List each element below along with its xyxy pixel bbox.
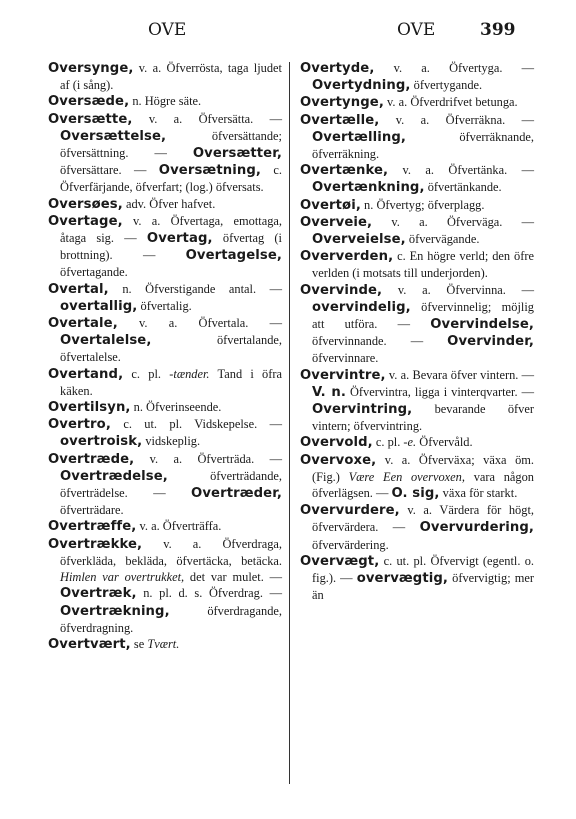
- headword: Overtræk,: [60, 586, 137, 602]
- definition-text: v. a. Öfversätta. —: [132, 111, 282, 126]
- headword: Overvægt,: [300, 553, 380, 569]
- definition-text: c. Öfverfärjande, öfverfart; (log.) öfversats.: [60, 163, 282, 195]
- headword: Overtøi,: [300, 197, 361, 213]
- headword: Overtag,: [146, 231, 213, 247]
- dictionary-entry: [48, 416, 282, 450]
- definition-text: v. a. Öfvertaga, emottaga, åtaga sig. —: [60, 213, 282, 246]
- dictionary-entry: [300, 94, 534, 111]
- dictionary-entry: [300, 367, 534, 435]
- dictionary-entry: [300, 434, 534, 451]
- definition-text: öfvervinnare.: [312, 351, 379, 366]
- definition-text: v. a. Öfvervinna. —: [382, 282, 534, 297]
- headword: Overtvært,: [48, 636, 131, 652]
- dictionary-entry: [300, 248, 534, 281]
- headword: Overtilsyn,: [48, 400, 131, 416]
- definition-text: öfvervägande.: [405, 232, 480, 247]
- definition-text: n. Högre säte.: [129, 94, 202, 109]
- dictionary-entry: [300, 112, 534, 163]
- headword: Overtage,: [48, 213, 123, 229]
- definition-text: öfverräknande, öfverräkning.: [312, 129, 534, 162]
- definition-text: n. Öfverstigande antal. —: [108, 281, 282, 296]
- italic-text: -e.: [403, 435, 417, 450]
- dictionary-entry: [300, 553, 534, 604]
- headword: Overvintre,: [300, 367, 386, 383]
- definition-text: öfverträdare.: [60, 503, 124, 518]
- definition-text: öfvertänkande.: [424, 180, 502, 195]
- definition-text: n. Öfverinseende.: [130, 400, 222, 415]
- headword: Oversæde,: [48, 94, 130, 110]
- headword: Overtynge,: [300, 95, 384, 111]
- definition-text: se: [130, 636, 148, 651]
- definition-text: det var mulet. —: [184, 570, 282, 585]
- definition-text: öfverdragande, öfverdragning.: [60, 603, 282, 635]
- dictionary-entry: [48, 111, 282, 196]
- definition-text: n. Öfvertyg; öfverplagg.: [360, 197, 485, 212]
- headword: Oversøes,: [48, 196, 123, 212]
- definition-text: v. a. Öfverräkna. —: [379, 112, 534, 127]
- definition-text: öfvertalig.: [137, 298, 192, 313]
- definition-text: c. pl.: [372, 435, 404, 450]
- dictionary-entry: [48, 60, 282, 93]
- headword: Oversætning,: [158, 163, 261, 179]
- dictionary-entry: [300, 197, 534, 214]
- page-header: [0, 20, 576, 44]
- definition-text: bevarande öfver vintern; öfvervintring.: [312, 402, 534, 434]
- headword: Overvold,: [300, 435, 373, 451]
- dictionary-entry: [300, 214, 534, 248]
- italic-text: Være Een overvoxen,: [348, 469, 465, 484]
- headword: Overvurdere,: [300, 503, 400, 519]
- definition-text: adv. Öfver hafvet.: [122, 196, 216, 211]
- definition-text: öfvervinnande. —: [312, 334, 448, 349]
- running-head-right: OVE: [397, 20, 436, 40]
- headword: Overtræffe,: [48, 519, 137, 535]
- definition-text: Tand i öfra käken.: [60, 366, 282, 398]
- headword: Overtrækning,: [60, 603, 170, 619]
- dictionary-entry: [48, 399, 282, 416]
- definition-text: c. ut. pl. Vidskepelse. —: [110, 417, 282, 432]
- dictionary-entry: [48, 536, 282, 636]
- definition-text: c. pl.: [123, 366, 170, 381]
- headword: Overvinde,: [300, 282, 383, 298]
- page-number: 399: [480, 20, 516, 40]
- definition-text: v. a. Öfverträffa.: [136, 519, 222, 534]
- dictionary-entry: [48, 196, 282, 213]
- headword: Oververden,: [300, 249, 394, 265]
- headword: Overveie,: [300, 214, 373, 230]
- headword: Overtræder,: [191, 486, 282, 502]
- definition-text: v. a. Öfverträda. —: [134, 451, 282, 466]
- dictionary-entry: [300, 452, 534, 503]
- headword: Overvoxe,: [300, 452, 377, 468]
- headword: Overtale,: [48, 316, 118, 332]
- headword: Oversætter,: [192, 146, 282, 162]
- headword: Overtagelse,: [185, 248, 282, 264]
- headword: Overvinder,: [447, 334, 534, 350]
- definition-text: öfvervärdering.: [312, 537, 389, 552]
- dictionary-entry: [48, 93, 282, 110]
- dictionary-entry: [300, 282, 534, 367]
- headword: Overveielse,: [312, 232, 406, 248]
- definition-text: öfvervigtig; mer än: [312, 571, 534, 603]
- definition-text: v. a. Öfvertyga. —: [374, 61, 534, 75]
- definition-text: öfvertag (i brottning). —: [60, 231, 282, 263]
- definition-text: öfvertalande, öfvertalelse.: [60, 333, 282, 365]
- definition-text: öfvervinnelig; möjlig att utföra. —: [312, 299, 534, 332]
- headword: O. sig,: [391, 486, 440, 502]
- definition-text: öfvertygande.: [410, 78, 483, 93]
- headword: Overtal,: [48, 281, 109, 297]
- definition-text: v. a. Öfverdrifvet betunga.: [383, 95, 518, 110]
- headword: Overtræde,: [48, 451, 135, 467]
- definition-text: v. a. Öfverväga. —: [372, 214, 534, 229]
- dictionary-entry: [48, 451, 282, 519]
- definition-text: v. a. Värdera för högt, öfvervärdera. —: [312, 503, 534, 535]
- running-head-left: OVE: [148, 20, 187, 40]
- dictionary-entry: [48, 315, 282, 366]
- right-column: [300, 60, 534, 604]
- headword: Overtrædelse,: [60, 468, 168, 484]
- dictionary-entry: [300, 502, 534, 553]
- headword: Overvintring,: [312, 402, 413, 418]
- definition-text: v. a. Bevara öfver vintern. —: [385, 367, 534, 382]
- definition-text: c. En högre verld; den öfre verlden (i motsats till underjorden).: [312, 249, 534, 281]
- definition-text: v. a. Öfverrösta, taga ljudet af (i sång).: [60, 61, 282, 93]
- column-divider: [289, 62, 290, 784]
- definition-text: v. a. Öfvertänka. —: [388, 163, 534, 178]
- headword: Overtælle,: [300, 112, 380, 128]
- italic-text: Himlen var overtrukket,: [60, 570, 185, 585]
- dictionary-entry: [48, 636, 282, 653]
- dictionary-entry: [300, 60, 534, 94]
- headword: overvindelig,: [312, 299, 411, 315]
- italic-text: -tænder.: [169, 366, 210, 381]
- definition-text: c. ut. pl. Öfvervigt (egentl. o. fig.). —: [312, 553, 534, 586]
- headword: Oversættelse,: [60, 128, 167, 144]
- headword: Overtælling,: [312, 129, 406, 145]
- dictionary-entry: [300, 162, 534, 196]
- headword: Overtænke,: [300, 163, 389, 179]
- definition-text: v. a. Öfvertala. —: [117, 316, 282, 331]
- headword: V. n.: [312, 384, 346, 400]
- dictionary-entry: [48, 281, 282, 315]
- headword: Overtrække,: [48, 536, 143, 552]
- headword: Overtydning,: [312, 78, 411, 94]
- headword: overtroisk,: [60, 434, 143, 450]
- definition-text: Öfvervintra, ligga i vinterqvarter. —: [345, 384, 534, 399]
- headword: Overtand,: [48, 366, 124, 382]
- left-column: [48, 60, 282, 653]
- definition-text: v. a. Öfverväxa; växa öm. (Fig.): [312, 452, 534, 484]
- definition-text: växa för starkt.: [439, 486, 518, 501]
- dictionary-entry: [48, 366, 282, 399]
- definition-text: Öfvervåld.: [416, 435, 473, 450]
- definition-text: vara någon öfverlägsen. —: [312, 469, 534, 501]
- definition-text: n. pl. d. s. Öfverdrag. —: [136, 586, 282, 601]
- headword: Overtro,: [48, 417, 111, 433]
- headword: Overvurdering,: [419, 520, 534, 536]
- headword: Oversætte,: [48, 111, 133, 127]
- definition-text: öfverträdande, öfverträdelse. —: [60, 468, 282, 501]
- definition-text: öfvertagande.: [60, 265, 128, 280]
- dictionary-entry: [48, 518, 282, 535]
- headword: Overtænkning,: [312, 180, 425, 196]
- headword: overvægtig,: [356, 571, 449, 587]
- headword: Overvindelse,: [430, 317, 534, 333]
- headword: Oversynge,: [48, 61, 134, 76]
- definition-text: öfversättare. —: [60, 163, 159, 178]
- italic-text: Tvært.: [147, 636, 180, 651]
- headword: overtallig,: [60, 298, 138, 314]
- definition-text: vidskeplig.: [142, 434, 201, 449]
- dictionary-entry: [48, 213, 282, 281]
- headword: Overtalelse,: [60, 333, 152, 349]
- definition-text: öfversättande; öfversättning. —: [60, 128, 282, 161]
- headword: Overtyde,: [300, 61, 375, 76]
- definition-text: v. a. Öfverdraga, öfverkläda, bekläda, öfvertäcka, betäcka.: [60, 536, 282, 568]
